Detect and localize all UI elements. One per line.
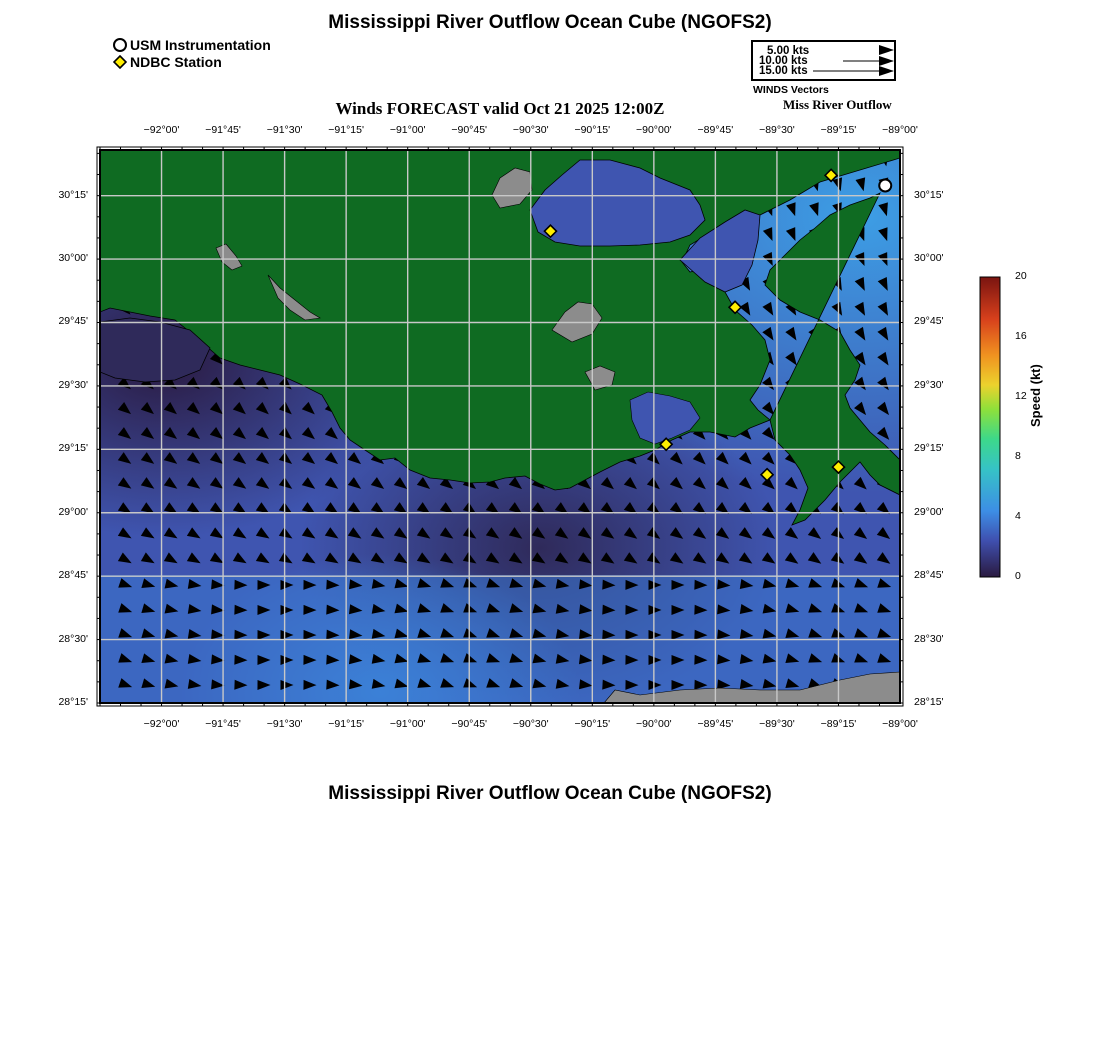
x-tick-label: −89°30' <box>759 124 795 136</box>
y-tick-label: 30°00' <box>914 252 944 265</box>
region-label: Miss River Outflow <box>783 97 892 112</box>
y-tick-label: 28°45' <box>58 569 88 582</box>
x-tick-label: −91°45' <box>205 718 241 730</box>
x-tick-label: −90°15' <box>574 718 611 730</box>
x-tick-label: −90°15' <box>574 124 611 136</box>
page-title: Mississippi River Outflow Ocean Cube (NGOFS2) <box>328 12 772 33</box>
x-tick-label: −91°30' <box>266 124 303 136</box>
x-tick-label: −91°00' <box>389 718 426 730</box>
x-tick-label: −90°45' <box>451 124 488 136</box>
colorbar-tick-label: 12 <box>1015 390 1027 402</box>
x-tick-label: −89°15' <box>820 124 857 136</box>
x-tick-label: −89°15' <box>820 718 857 730</box>
y-tick-label: 29°00' <box>914 505 944 518</box>
x-tick-label: −91°30' <box>266 718 303 730</box>
wind-scale-label-15: 15.00 kts <box>759 65 808 77</box>
x-tick-label: −91°45' <box>205 124 241 136</box>
footer-title: Mississippi River Outflow Ocean Cube (NGOFS2) <box>328 783 772 804</box>
y-tick-label: 29°45' <box>914 315 944 328</box>
wind-scale-caption: WINDS Vectors <box>753 84 829 96</box>
x-tick-label: −89°00' <box>882 718 918 730</box>
y-tick-label: 28°15' <box>914 696 944 708</box>
y-tick-label: 29°30' <box>914 378 944 391</box>
y-tick-label: 30°00' <box>58 252 88 265</box>
y-tick-label: 29°15' <box>914 442 944 455</box>
y-tick-label: 28°45' <box>914 569 944 582</box>
legend-ndbc-label: NDBC Station <box>130 54 222 70</box>
y-tick-label: 28°15' <box>58 696 88 708</box>
y-tick-label: 30°15' <box>58 188 88 201</box>
colorbar-tick-label: 0 <box>1015 570 1021 582</box>
x-tick-label: −92°00' <box>143 124 180 136</box>
colorbar <box>980 277 1000 577</box>
usm-site-marker[interactable] <box>879 180 891 192</box>
x-tick-label: −91°00' <box>389 124 426 136</box>
y-tick-label: 28°30' <box>914 632 944 645</box>
x-tick-label: −90°00' <box>635 718 672 730</box>
colorbar-tick-label: 8 <box>1015 450 1021 462</box>
wind-scale-label-10: 10.00 kts <box>759 55 808 67</box>
x-tick-label: −89°00' <box>882 124 918 136</box>
colorbar-tick-label: 20 <box>1015 270 1027 282</box>
x-tick-label: −90°30' <box>512 124 549 136</box>
map-body <box>100 150 900 703</box>
y-tick-label: 29°15' <box>58 442 88 455</box>
x-tick-label: −89°45' <box>697 124 734 136</box>
y-tick-label: 29°00' <box>58 505 88 518</box>
wind-scale-label-5: 5.00 kts <box>767 45 810 57</box>
y-tick-label: 29°30' <box>58 378 88 391</box>
x-tick-label: −90°30' <box>512 718 549 730</box>
colorbar-tick-label: 4 <box>1015 510 1021 522</box>
x-tick-label: −92°00' <box>143 718 180 730</box>
legend-usm-label: USM Instrumentation <box>130 37 271 53</box>
x-tick-label: −91°15' <box>328 718 364 730</box>
y-tick-label: 30°15' <box>914 188 944 201</box>
forecast-subtitle: Winds FORECAST valid Oct 21 2025 12:00Z <box>335 99 665 118</box>
colorbar-label: Speed (kt) <box>1028 364 1043 427</box>
x-tick-label: −90°45' <box>451 718 488 730</box>
y-tick-label: 28°30' <box>58 632 88 645</box>
colorbar-tick-label: 16 <box>1015 330 1027 342</box>
x-tick-label: −89°45' <box>697 718 734 730</box>
x-tick-label: −91°15' <box>328 124 364 136</box>
x-tick-label: −90°00' <box>635 124 672 136</box>
y-tick-label: 29°45' <box>58 315 88 328</box>
x-tick-label: −89°30' <box>759 718 795 730</box>
